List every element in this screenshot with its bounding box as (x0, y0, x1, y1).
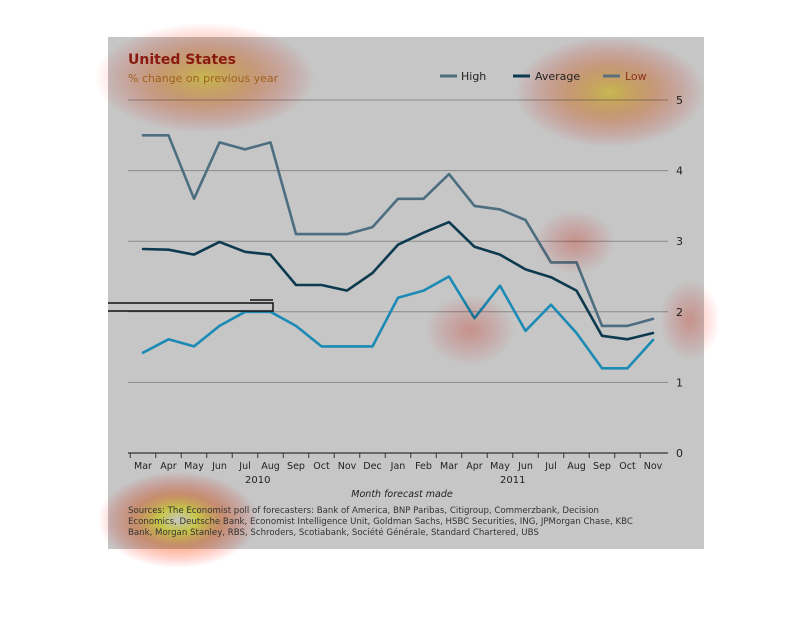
x-tick-label: Jul (239, 461, 251, 472)
x-tick-label: Feb (415, 461, 432, 472)
legend-label-low: Low (625, 70, 647, 83)
x-tick-label: Aug (261, 461, 280, 472)
x-tick-label: Nov (337, 461, 357, 472)
x-tick-label: Aug (567, 461, 586, 472)
x-tick-label: May (490, 461, 510, 472)
legend-label-average: Average (535, 70, 581, 83)
x-tick-label: Oct (619, 461, 636, 472)
x-axis-label: Month forecast made (351, 489, 453, 500)
x-year-label: 2010 (245, 475, 271, 486)
legend-label-high: High (461, 70, 487, 83)
x-tick-label: Jun (518, 461, 533, 472)
x-tick-label: Jan (390, 461, 406, 472)
chart-subtitle: % change on previous year (128, 72, 279, 85)
x-tick-label: Apr (160, 461, 177, 472)
chart-title: United States (128, 52, 236, 68)
x-tick-label: Jul (545, 461, 557, 472)
x-tick-label: Oct (313, 461, 330, 472)
x-tick-label: Sep (593, 461, 611, 472)
x-tick-label: Apr (466, 461, 483, 472)
y-tick-label: 1 (676, 376, 683, 390)
x-tick-label: Mar (440, 461, 458, 472)
y-tick-label: 0 (676, 447, 683, 460)
x-tick-label: Nov (643, 461, 663, 472)
x-tick-label: May (184, 461, 204, 472)
x-tick-label: Jun (212, 461, 227, 472)
y-tick-label: 4 (676, 164, 683, 178)
x-tick-label: Dec (363, 461, 382, 472)
source-note: Sources: The Economist poll of forecasters: Bank of America, BNP Paribas, Citigroup, Commerzbank, Decision Economics, Deutsche Bank, Economist Intelligence Unit, Goldman Sachs, HSBC Securities, ING, JPMorgan Chase, KBC Bank, Morgan Stanley, RBS, Schroders, Scotiabank, Société Générale, Standard Chartered, UBS (128, 506, 633, 538)
x-tick-label: Sep (287, 461, 305, 472)
outline-bracket (108, 300, 273, 311)
y-tick-label: 3 (676, 235, 683, 249)
x-year-label: 2011 (500, 475, 526, 486)
x-tick-label: Mar (134, 461, 152, 472)
